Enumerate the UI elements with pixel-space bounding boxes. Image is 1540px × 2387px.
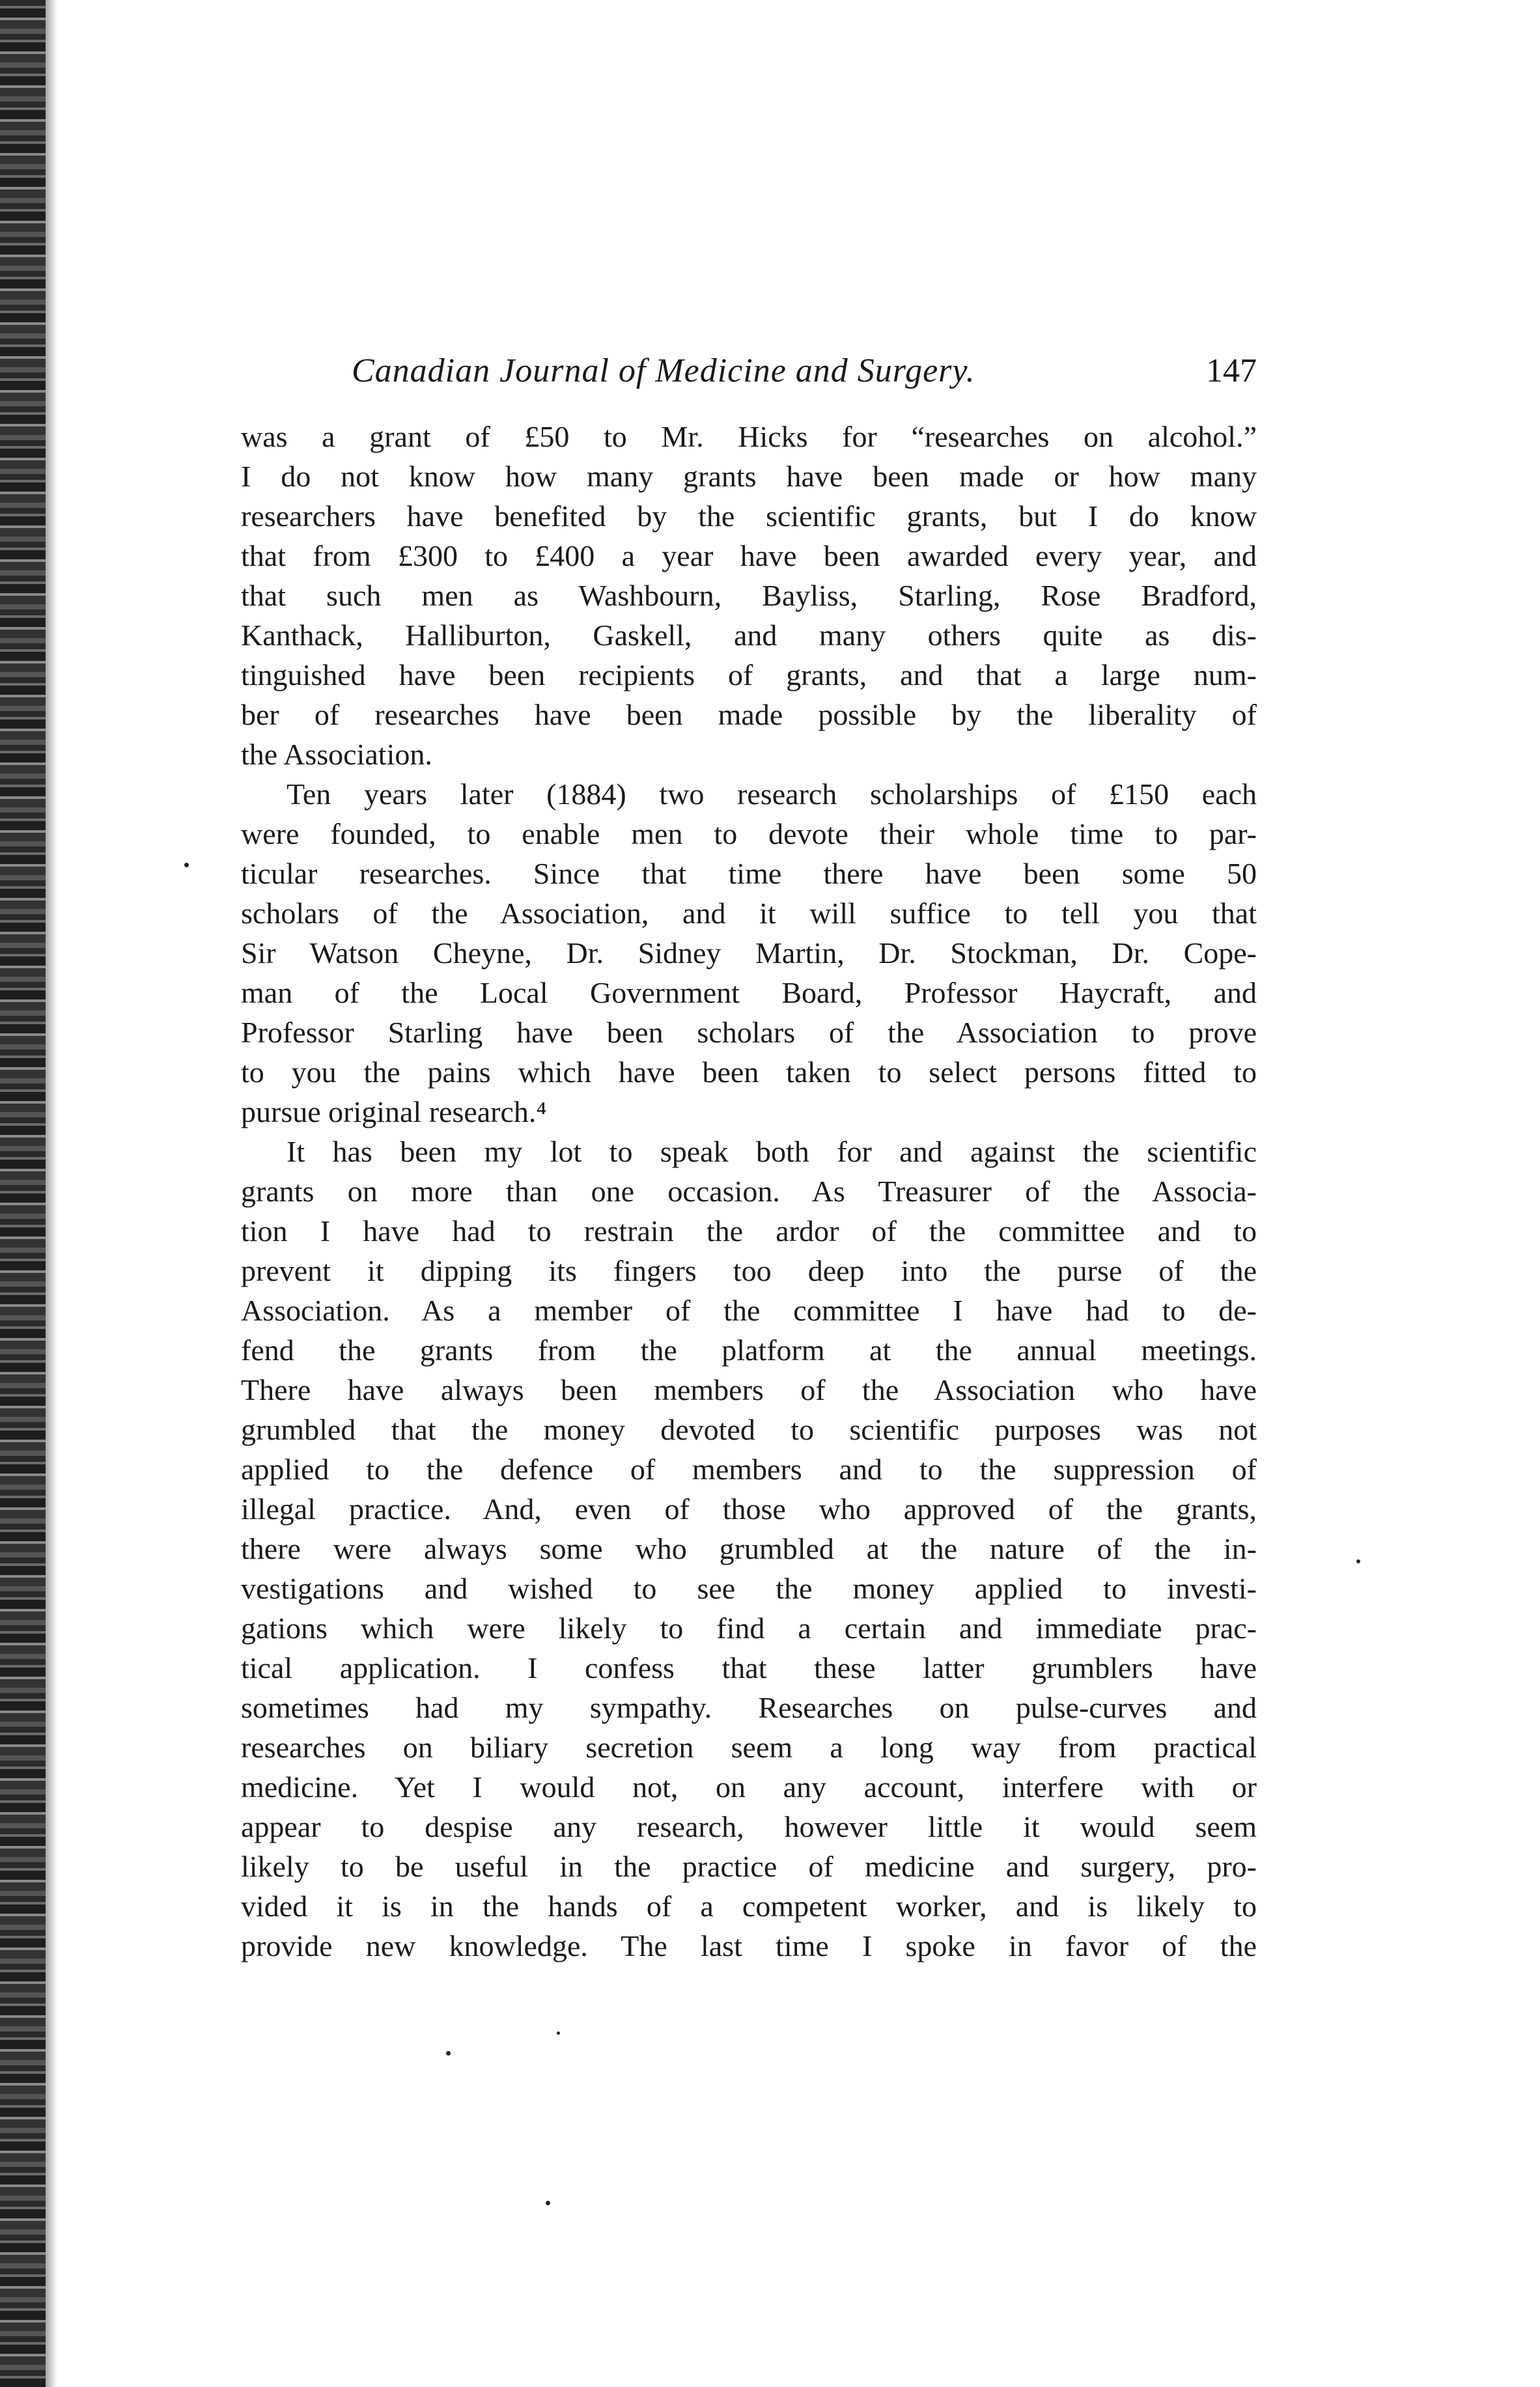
text-line: illegal practice. And, even of those who approved of the grants, xyxy=(241,1492,1257,1526)
text-line: grumbled that the money devoted to scientific purposes was not xyxy=(241,1413,1257,1446)
text-line: medicine. Yet I would not, on any account, interfere with or xyxy=(241,1770,1257,1804)
scanned-binding-edge xyxy=(0,0,46,2387)
paragraph-start-line: Ten years later (1884) two research scholarships of £150 each xyxy=(287,777,1257,811)
text-line: Kanthack, Halliburton, Gaskell, and many others quite as dis- xyxy=(241,619,1257,652)
text-line: tical application. I confess that these latter grumblers have xyxy=(241,1651,1257,1684)
scan-speck xyxy=(1356,1559,1360,1563)
text-line: were founded, to enable men to devote their whole time to par- xyxy=(241,817,1257,850)
text-line: vestigations and wished to see the money applied to investi- xyxy=(241,1572,1257,1605)
scan-speck xyxy=(557,2031,560,2035)
text-line: There have always been members of the Association who have xyxy=(241,1373,1257,1406)
text-line: grants on more than one occasion. As Treasurer of the Associa- xyxy=(241,1175,1257,1208)
running-head xyxy=(241,342,1257,400)
scan-speck xyxy=(184,863,189,867)
paragraph-end-line: pursue original research.⁴ xyxy=(241,1095,547,1128)
text-line: to you the pains which have been taken to select persons fitted to xyxy=(241,1055,1257,1089)
text-line: ticular researches. Since that time there have been some 50 xyxy=(241,857,1257,890)
scan-speck xyxy=(546,2201,550,2205)
paragraph-end-line: the Association. xyxy=(241,738,432,771)
text-line: Sir Watson Cheyne, Dr. Sidney Martin, Dr. Stockman, Dr. Cope- xyxy=(241,936,1257,970)
text-line: sometimes had my sympathy. Researches on pulse-curves and xyxy=(241,1691,1257,1724)
text-line: scholars of the Association, and it will suffice to tell you that xyxy=(241,897,1257,930)
journal-title: Canadian Journal of Medicine and Surgery. xyxy=(352,352,975,389)
text-line: appear to despise any research, however little it would seem xyxy=(241,1810,1257,1843)
text-line: researchers have benefited by the scientific grants, but I do know xyxy=(241,499,1257,533)
text-line: tinguished have been recipients of grants, and that a large num- xyxy=(241,658,1257,691)
text-line: man of the Local Government Board, Professor Haycraft, and xyxy=(241,976,1257,1009)
text-line: vided it is in the hands of a competent worker, and is likely to xyxy=(241,1890,1257,1923)
text-line: fend the grants from the platform at the annual meetings. xyxy=(241,1333,1257,1367)
text-line: Association. As a member of the committee I have had to de- xyxy=(241,1294,1257,1327)
text-line: Professor Starling have been scholars of the Association to prove xyxy=(241,1016,1257,1049)
text-line: researches on biliary secretion seem a long way from practical xyxy=(241,1731,1257,1764)
text-line: there were always some who grumbled at the nature of the in- xyxy=(241,1532,1257,1565)
text-line: prevent it dipping its fingers too deep into the purse of the xyxy=(241,1254,1257,1287)
text-line: likely to be useful in the practice of medicine and surgery, pro- xyxy=(241,1850,1257,1883)
paragraph-start-line: It has been my lot to speak both for and against the scientific xyxy=(287,1135,1257,1168)
text-line: I do not know how many grants have been made or how many xyxy=(241,460,1257,493)
text-line: that from £300 to £400 a year have been awarded every year, and xyxy=(241,539,1257,572)
text-line: that such men as Washbourn, Bayliss, Starling, Rose Bradford, xyxy=(241,579,1257,612)
page-number: 147 xyxy=(1206,352,1257,389)
text-line: provide new knowledge. The last time I spoke in favor of the xyxy=(241,1929,1257,1962)
scan-speck xyxy=(446,2051,451,2056)
body-text xyxy=(241,417,1257,1966)
text-line: gations which were likely to find a certain and immediate prac- xyxy=(241,1612,1257,1645)
text-line: applied to the defence of members and to the suppression of xyxy=(241,1453,1257,1486)
text-line: was a grant of £50 to Mr. Hicks for “researches on alcohol.” xyxy=(241,420,1257,453)
text-line: ber of researches have been made possible by the liberality of xyxy=(241,698,1257,731)
text-line: tion I have had to restrain the ardor of the committee and to xyxy=(241,1214,1257,1248)
